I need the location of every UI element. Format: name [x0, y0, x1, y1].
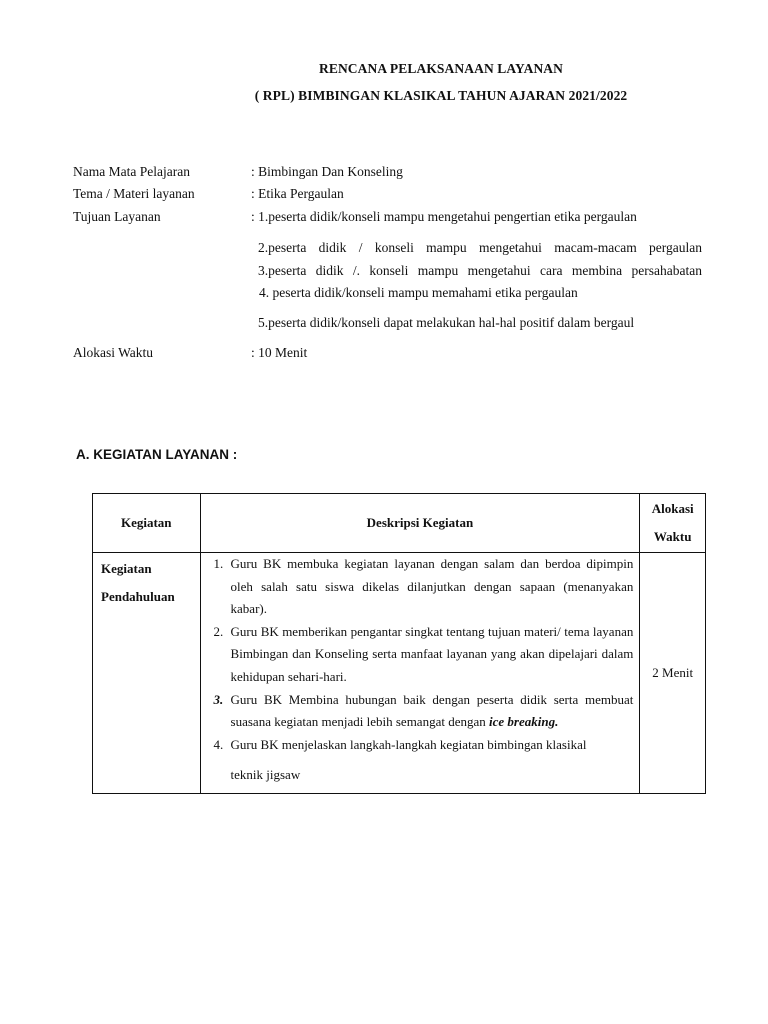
kegiatan-table: [92, 493, 706, 794]
description-cell: [200, 553, 640, 794]
tujuan-item: 2.peserta didik / konseli mampu mengetahui macam-macam pergaulan: [258, 240, 702, 255]
document-subtitle: ( RPL) BIMBINGAN KLASIKAL TAHUN AJARAN 2021/2022: [254, 88, 628, 103]
mata-pelajaran-value: : Bimbingan Dan Konseling: [251, 164, 403, 179]
alokasi-value: : 10 Menit: [251, 345, 308, 360]
header-alokasi: [640, 494, 706, 553]
list-item-text-continued: teknik jigsaw: [230, 767, 301, 783]
stage-label-line1: Kegiatan: [101, 561, 152, 576]
header-alokasi-line1: Alokasi: [651, 501, 694, 516]
list-item-number: 1.: [213, 556, 224, 571]
list-item: [207, 553, 634, 621]
tujuan-item: : 1.peserta didik/konseli mampu mengetahui pengertian etika pergaulan: [251, 209, 637, 224]
list-item: [207, 621, 634, 689]
header-deskripsi: Deskripsi Kegiatan: [200, 494, 640, 553]
document-title: RENCANA PELAKSANAAN LAYANAN: [319, 61, 563, 76]
list-item: [207, 734, 634, 787]
list-item-text: Guru BK memberikan pengantar singkat tentang tujuan materi/ tema layanan Bimbingan dan Konseling serta manfaat layanan yang akan dipelajari dalam kehidupan sehari-hari.: [230, 623, 634, 684]
list-item-text: Guru BK menjelaskan langkah-langkah kegiatan bimbingan klasikal: [230, 736, 587, 752]
list-item-text: Guru BK Membina hubungan baik dengan peserta didik serta membuat suasana kegiatan menjadi lebih semangat dengan: [230, 691, 634, 730]
table-row: [93, 553, 706, 794]
list-item-number: 3.: [213, 691, 224, 707]
tujuan-item: 3.peserta didik /. konseli mampu mengetahui cara membina persahabatan: [258, 263, 702, 278]
list-item: [207, 689, 634, 734]
list-item-number: 4.: [213, 736, 224, 752]
list-item-number: 2.: [213, 623, 224, 639]
section-a-heading: A. KEGIATAN LAYANAN :: [76, 447, 238, 462]
tujuan-item: 5.peserta didik/konseli dapat melakukan hal-hal positif dalam bergaul: [258, 315, 635, 330]
tema-label: Tema / Materi layanan: [73, 186, 195, 201]
header-alokasi-line2: Waktu: [653, 529, 692, 544]
list-item-text: Guru BK membuka kegiatan layanan dengan salam dan berdoa dipimpin oleh salah satu siswa dikelas dilanjutkan dengan sapaan (menanyakan kabar).: [230, 556, 634, 617]
tujuan-label: Tujuan Layanan: [73, 209, 161, 224]
mata-pelajaran-label: Nama Mata Pelajaran: [73, 164, 190, 179]
table-header-row: [93, 494, 706, 553]
stage-label-line2: Pendahuluan: [101, 589, 175, 604]
activity-list: [207, 553, 634, 787]
tema-value: : Etika Pergaulan: [251, 186, 344, 201]
stage-cell: [93, 553, 201, 794]
time-allocation-cell: 2 Menit: [640, 553, 706, 794]
list-item-emphasis: ice breaking.: [489, 714, 559, 730]
alokasi-label: Alokasi Waktu: [73, 345, 154, 360]
header-kegiatan: Kegiatan: [93, 494, 201, 553]
tujuan-item: 4. peserta didik/konseli mampu memahami etika pergaulan: [259, 285, 578, 300]
